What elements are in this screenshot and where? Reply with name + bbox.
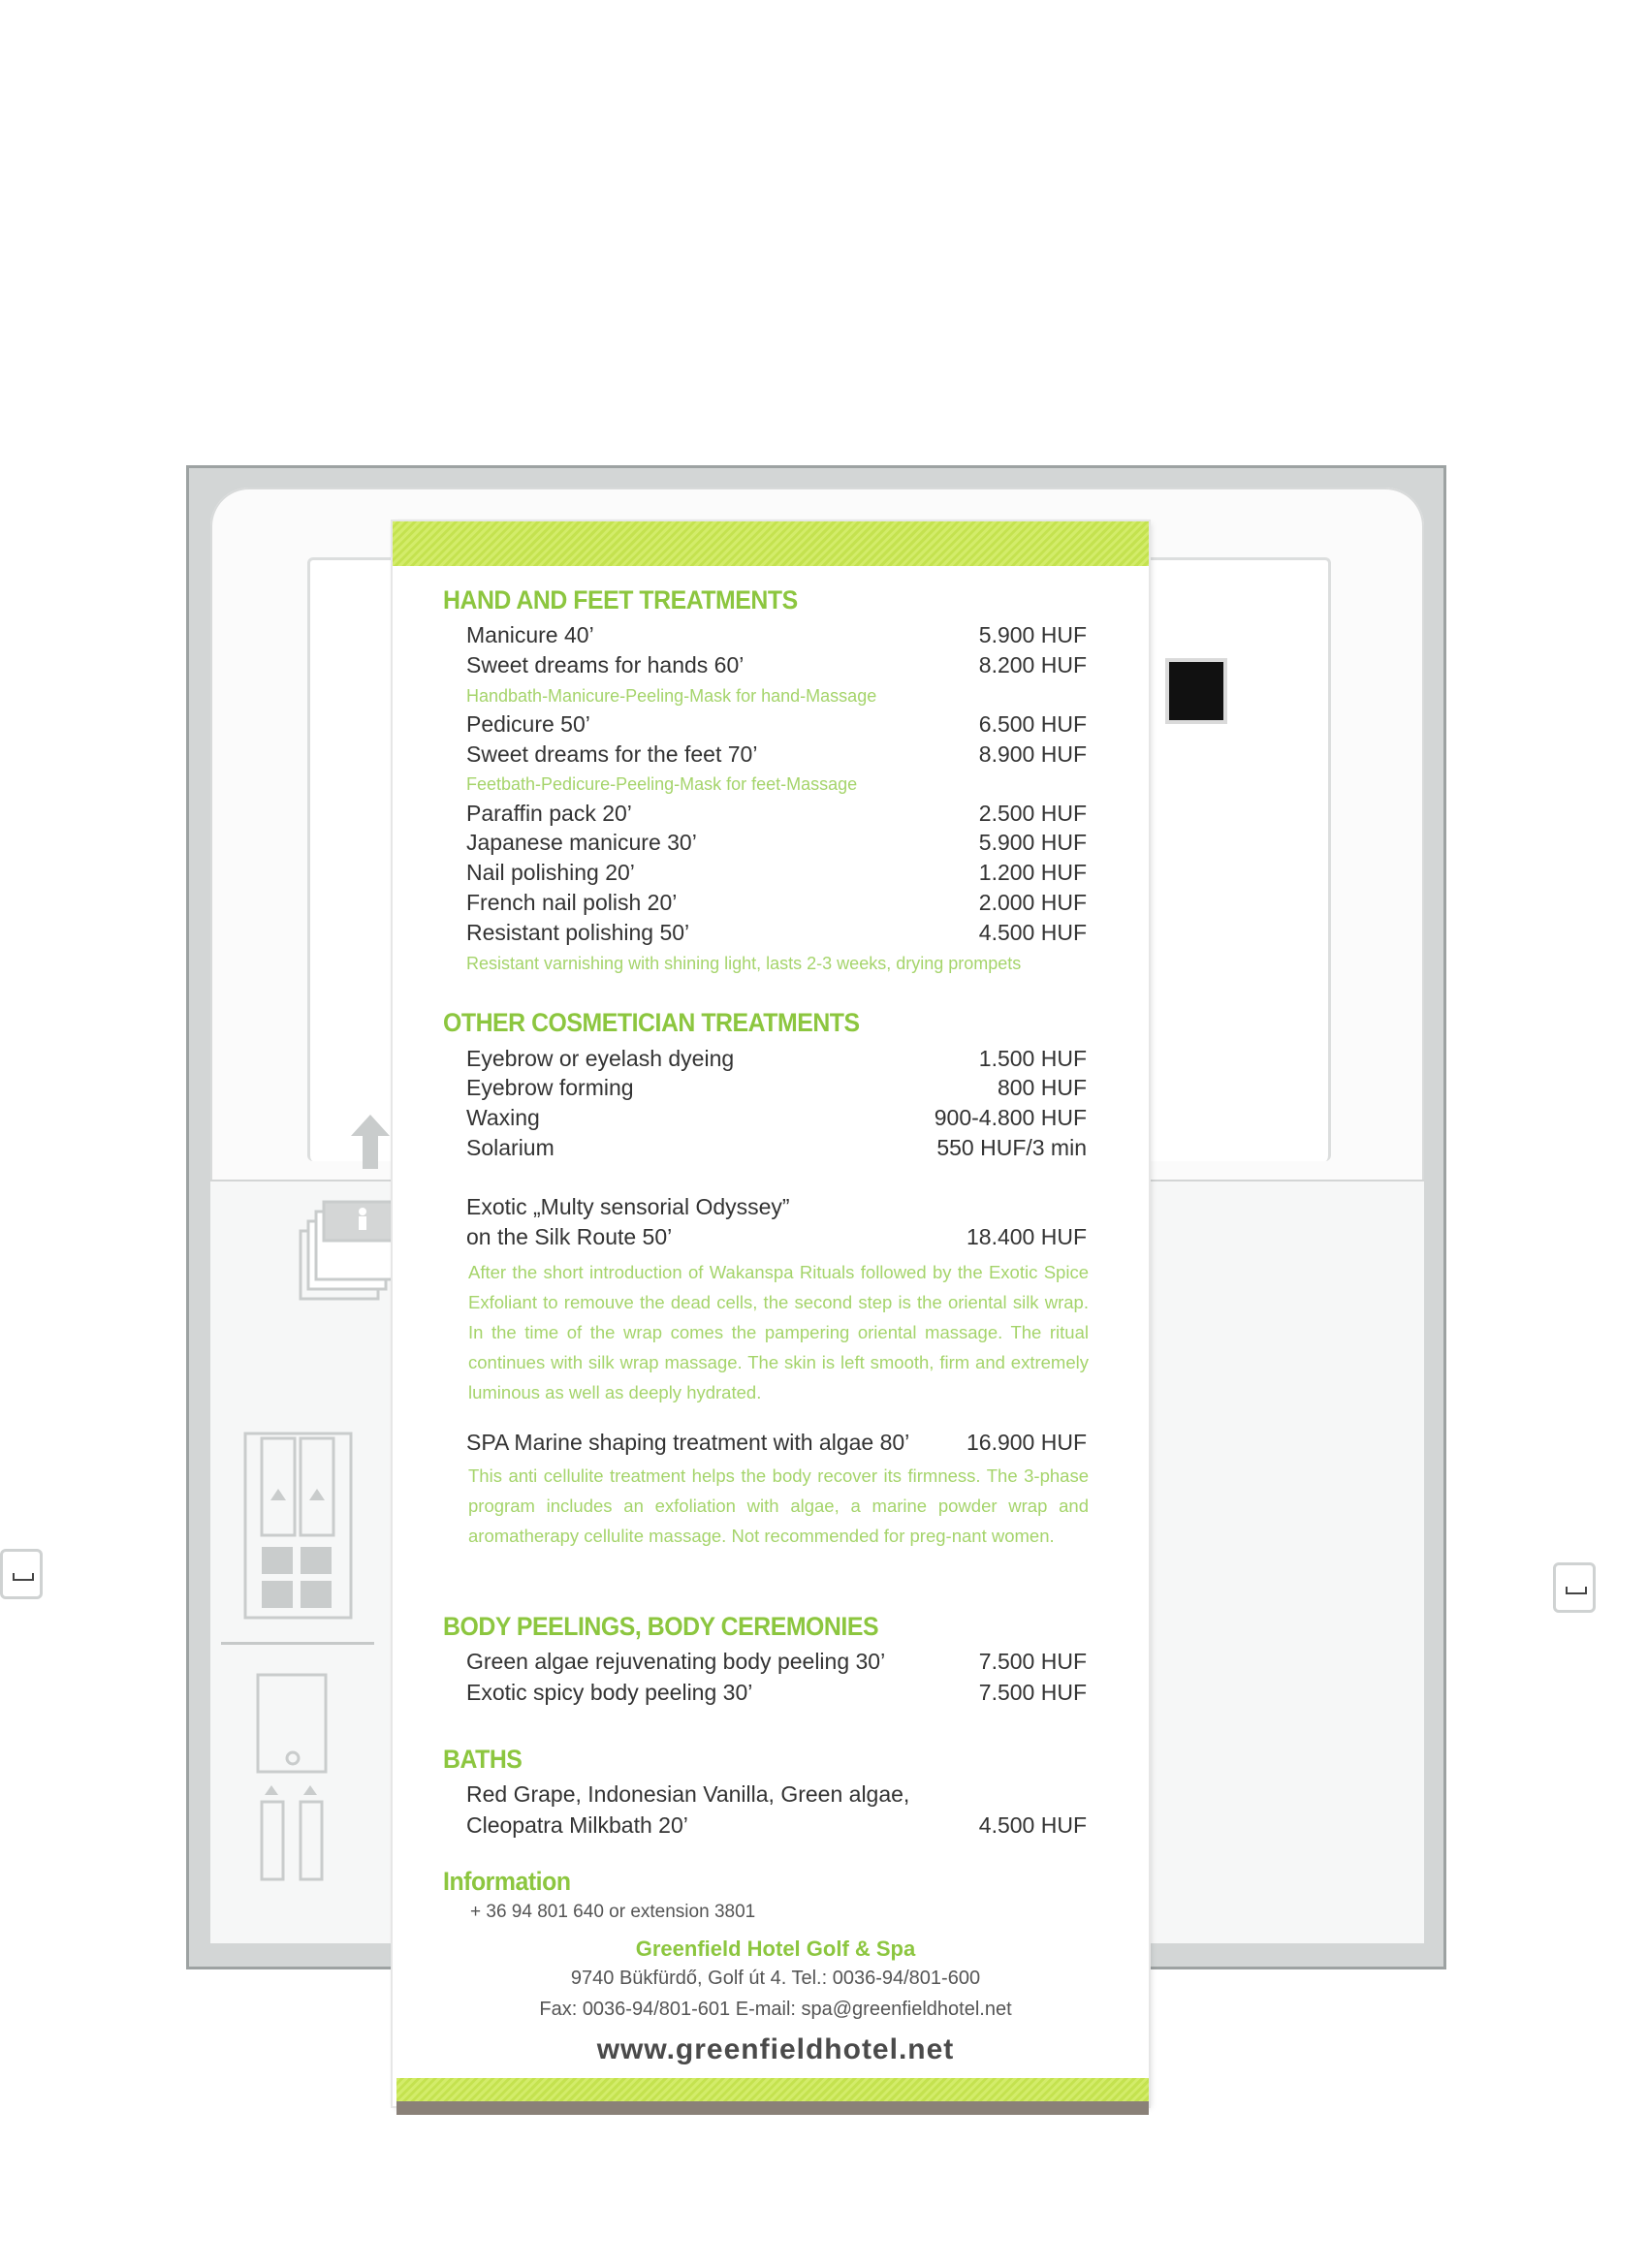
treatment-price: 2.500 HUF — [978, 801, 1087, 826]
price-row — [466, 622, 1087, 651]
treatment-name: Japanese manicure 30’ — [466, 830, 697, 855]
treatment-price: 550 HUF/3 min — [936, 1135, 1087, 1160]
section-title-baths: BATHS — [443, 1745, 523, 1774]
tray-slot — [1165, 658, 1227, 724]
treatment-name: Waxing — [466, 1105, 540, 1130]
hotel-website: www.greenfieldhotel.net — [596, 2033, 955, 2065]
price-row — [466, 1812, 1087, 1842]
treatment-price: 800 HUF — [997, 1075, 1087, 1100]
treatment-price: 2.000 HUF — [978, 890, 1087, 915]
treatment-name: Paraffin pack 20’ — [466, 801, 632, 826]
treatment-price: 1.500 HUF — [978, 1046, 1087, 1071]
treatment-name: Exotic „Multy sensorial Odyssey” — [466, 1194, 790, 1219]
section-title-other: OTHER COSMETICIAN TREATMENTS — [443, 1008, 860, 1037]
treatment-price: 4.500 HUF — [978, 1812, 1087, 1838]
section-title-body: BODY PEELINGS, BODY CEREMONIES — [443, 1612, 879, 1641]
price-row — [466, 830, 1087, 859]
feed-diagram-icon — [242, 1431, 354, 1624]
price-row — [466, 1680, 1087, 1709]
treatment-price: 8.900 HUF — [978, 741, 1087, 767]
treatment-price: 4.500 HUF — [978, 920, 1087, 945]
treatment-name: Eyebrow or eyelash dyeing — [466, 1046, 735, 1071]
treatment-name: Eyebrow forming — [466, 1075, 634, 1100]
price-row — [466, 1224, 1087, 1253]
treatment-name: Nail polishing 20’ — [466, 860, 635, 885]
document-stack-icon — [299, 1192, 405, 1308]
right-hinge-tab — [1553, 1562, 1596, 1613]
treatment-name: Green algae rejuvenating body peeling 30’ — [466, 1649, 886, 1674]
treatment-price: 16.900 HUF — [966, 1430, 1087, 1455]
treatment-name: Red Grape, Indonesian Vanilla, Green algae, — [466, 1781, 910, 1807]
price-row — [466, 1105, 1087, 1134]
treatment-name: Sweet dreams for the feet 70’ — [466, 741, 758, 767]
treatment-name: Exotic spicy body peeling 30’ — [466, 1680, 753, 1705]
hotel-address: 9740 Bükfürdő, Golf út 4. Tel.: 0036-94/801-600 — [570, 1968, 981, 1989]
treatment-name: Solarium — [466, 1135, 555, 1160]
price-row — [466, 890, 1087, 919]
treatment-name: French nail polish 20’ — [466, 890, 678, 915]
treatment-name: Sweet dreams for hands 60’ — [466, 652, 745, 677]
treatment-price: 5.900 HUF — [978, 830, 1087, 855]
left-hinge-tab — [0, 1549, 43, 1599]
treatment-price: 8.200 HUF — [978, 652, 1087, 677]
price-row — [466, 652, 1087, 681]
treatment-price: 1.200 HUF — [978, 860, 1087, 885]
treatment-note: Resistant varnishing with shining light, lasts 2-3 weeks, drying prompets — [466, 954, 1022, 973]
treatment-name: on the Silk Route 50’ — [466, 1224, 673, 1249]
price-row — [466, 860, 1087, 889]
section-title-hand-feet: HAND AND FEET TREATMENTS — [443, 585, 798, 614]
hotel-name: Greenfield Hotel Golf & Spa — [635, 1937, 916, 1961]
price-row — [466, 1075, 1087, 1104]
bath-row — [466, 1781, 1087, 1811]
price-row — [466, 1135, 1087, 1164]
bottom-green-band — [396, 2078, 1149, 2101]
price-row — [466, 1046, 1087, 1075]
treatment-name: Pedicure 50’ — [466, 711, 590, 737]
up-arrow-icon — [351, 1115, 390, 1169]
treatment-note: Handbath-Manicure-Peeling-Mask for hand-Massage — [466, 686, 877, 706]
treatment-price: 18.400 HUF — [966, 1224, 1087, 1249]
paper-path-icon — [254, 1671, 332, 1884]
treatment-name: SPA Marine shaping treatment with algae 80’ — [466, 1430, 910, 1455]
treatment-note: Feetbath-Pedicure-Peeling-Mask for feet-Massage — [466, 774, 858, 794]
top-green-band — [393, 521, 1149, 566]
treatment-price: 900-4.800 HUF — [934, 1105, 1087, 1130]
hotel-fax-email: Fax: 0036-94/801-601 E-mail: spa@greenfieldhotel.net — [539, 1999, 1012, 2020]
treatment-name: Manicure 40’ — [466, 622, 594, 647]
price-row — [466, 741, 1087, 771]
treatment-description: After the short introduction of Wakanspa Rituals followed by the Exotic Spice Exfoliant to remouve the dead cells, the second step is the oriental silk wrap. In the time of the wrap comes the pampering oriental massage. The ritual continues with silk wrap massage. The skin is left smooth, firm and extremely luminous as well as deeply hydrated. — [468, 1262, 1089, 1402]
price-row — [466, 920, 1087, 949]
treatment-price: 7.500 HUF — [978, 1680, 1087, 1705]
spa-price-brochure — [393, 521, 1149, 2106]
treatment-price: 5.900 HUF — [978, 622, 1087, 647]
tray-divider — [221, 1642, 374, 1645]
treatment-price: 7.500 HUF — [978, 1649, 1087, 1674]
bottom-shadow-band — [396, 2101, 1149, 2115]
treatment-name: Cleopatra Milkbath 20’ — [466, 1812, 688, 1838]
treatment-price: 6.500 HUF — [978, 711, 1087, 737]
price-row — [466, 1430, 1087, 1459]
price-row — [466, 801, 1087, 830]
section-title-information: Information — [443, 1867, 571, 1896]
treatment-name: Resistant polishing 50’ — [466, 920, 690, 945]
price-row — [466, 1649, 1087, 1678]
treatment-description: This anti cellulite treatment helps the body recover its firmness. The 3-phase program includes an exfoliation with algae, a marine powder wrap and aromatherapy cellulite massage. Not recommended for preg-nant women. — [468, 1465, 1089, 1546]
price-row — [466, 711, 1087, 740]
info-phone: + 36 94 801 640 or extension 3801 — [470, 1902, 756, 1922]
exotic-title-row — [466, 1194, 1087, 1223]
